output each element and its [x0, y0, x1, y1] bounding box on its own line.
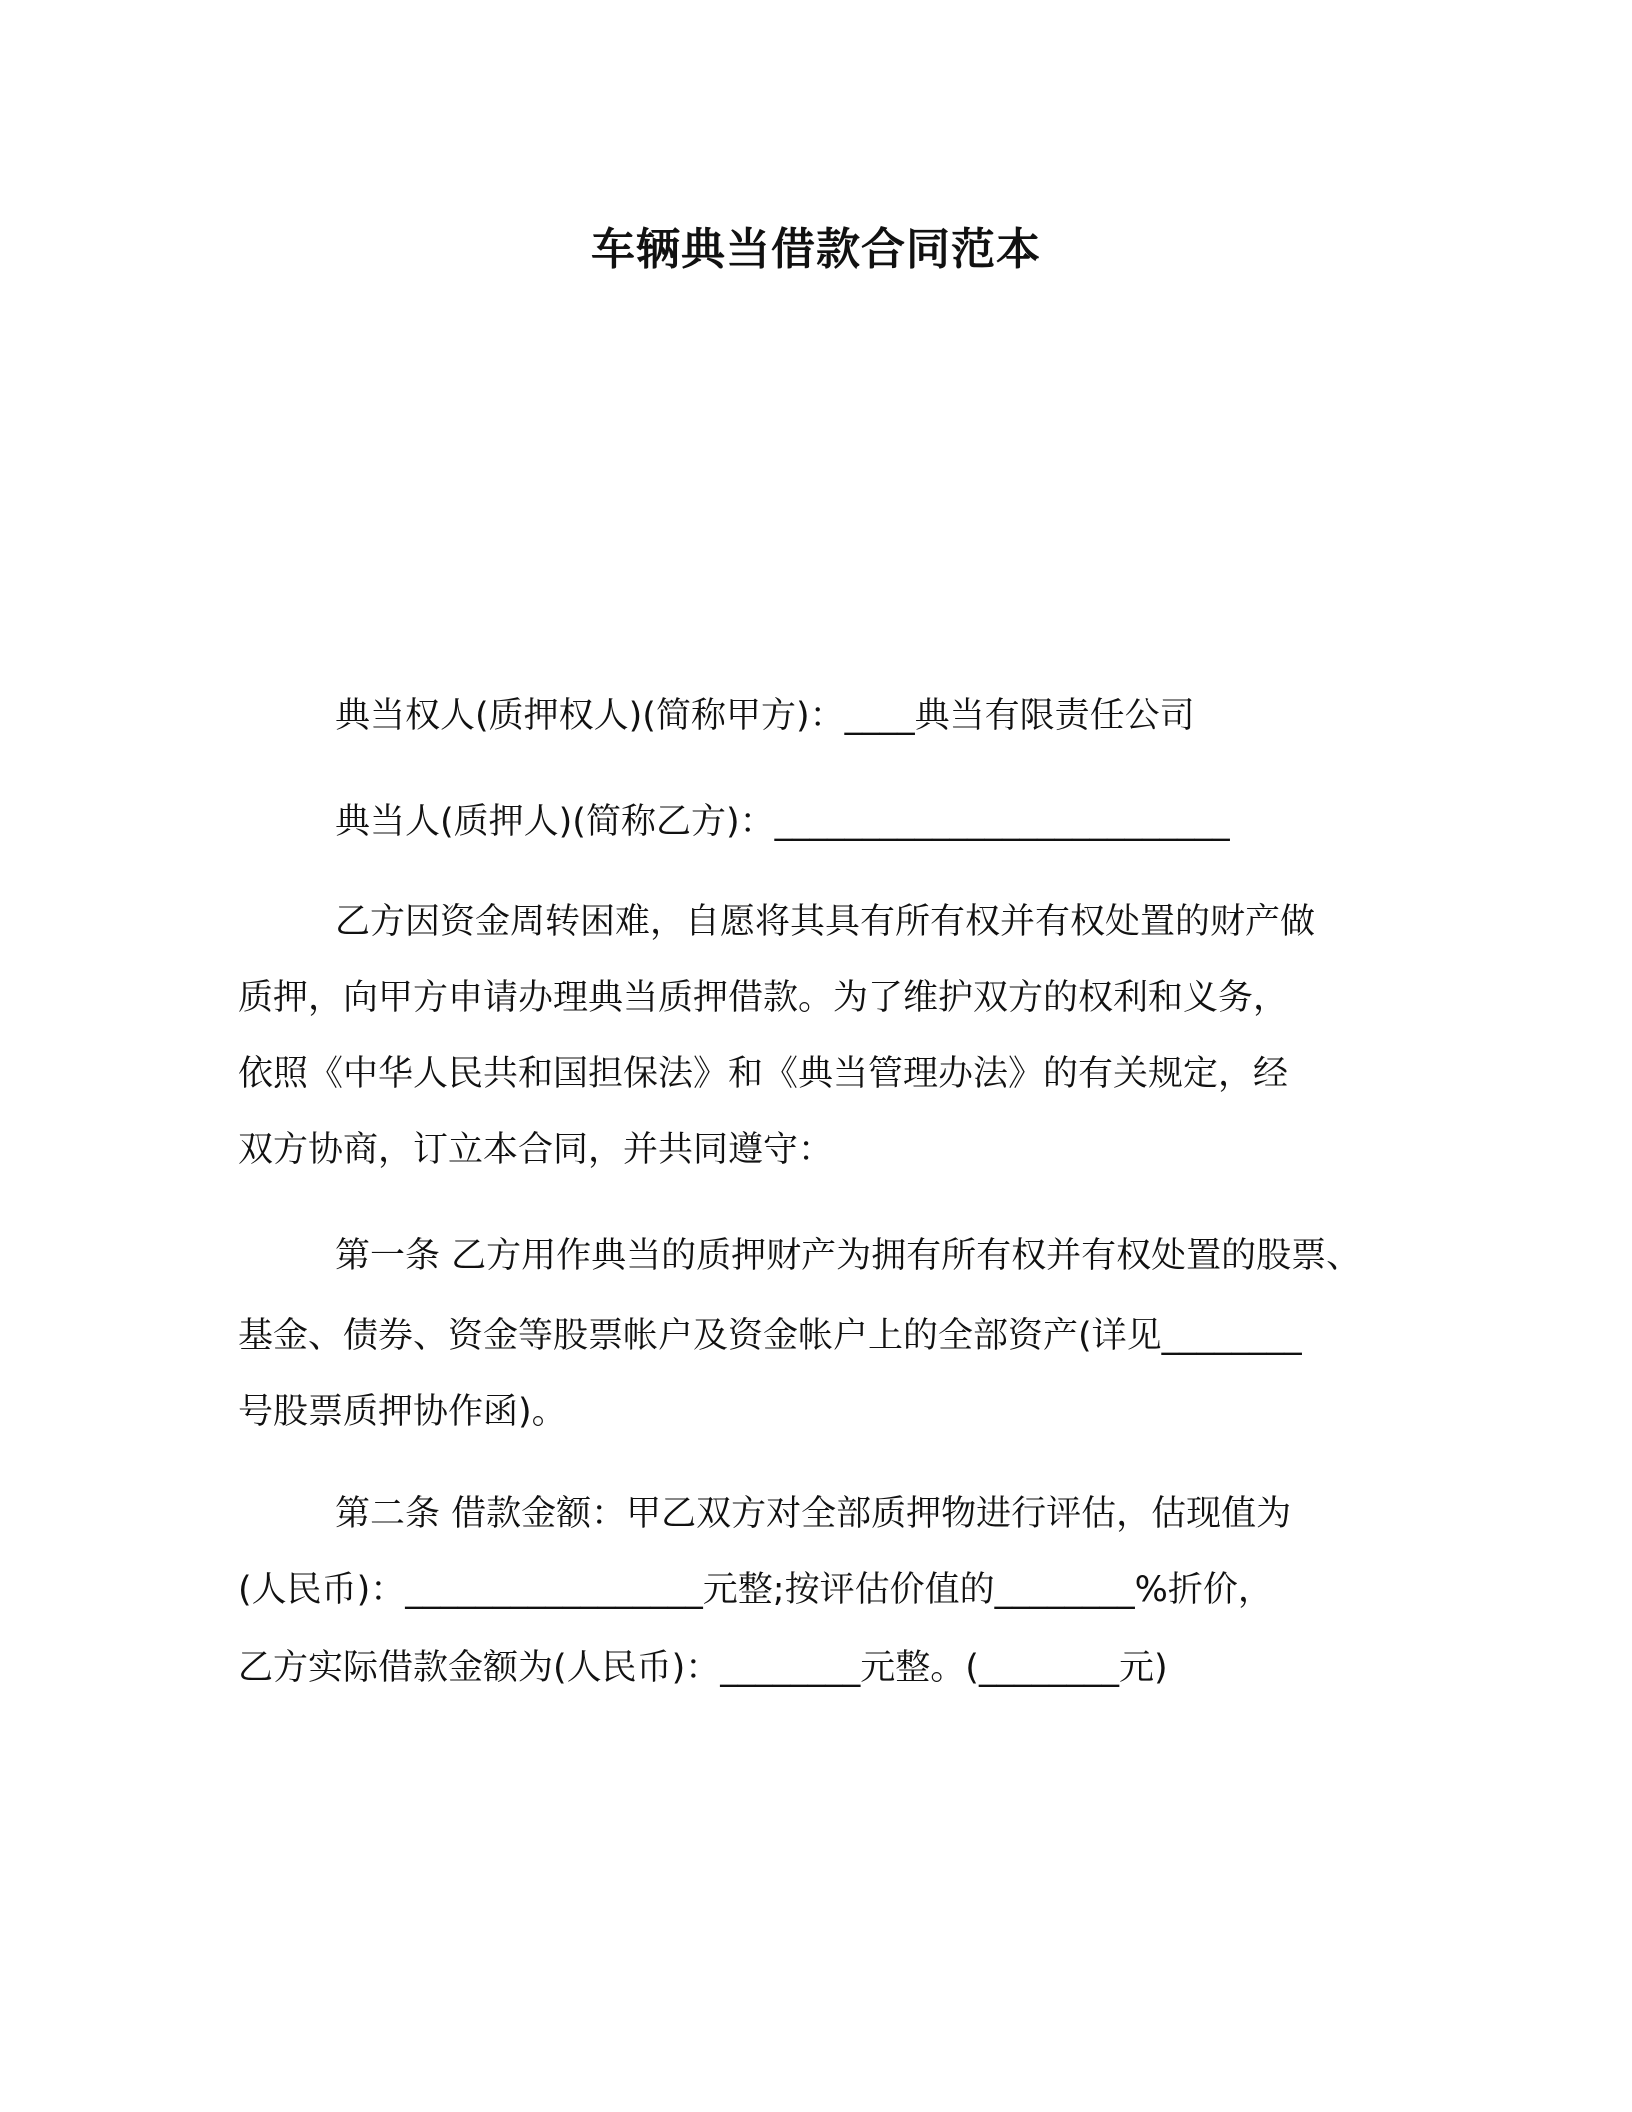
article-2-line: 第二条 借款金额：甲乙双方对全部质押物进行评估，估现值为	[335, 1494, 1292, 1534]
preamble-line: 乙方因资金周转困难，自愿将其具有所有权并有权处置的财产做	[335, 902, 1316, 942]
article-2-line: (人民币)：_________________元整;按评估价值的________%折价，	[238, 1570, 1273, 1610]
preamble-line: 依照《中华人民共和国担保法》和《典当管理办法》的有关规定，经	[238, 1054, 1289, 1094]
document-title: 车辆典当借款合同范本	[591, 224, 1041, 275]
article-2-line: 乙方实际借款金额为(人民币)：________元整。(________元)	[238, 1648, 1168, 1688]
party-a-line: 典当权人(质押权人)(简称甲方)：____典当有限责任公司	[335, 696, 1195, 736]
article-1-line: 号股票质押协作函)。	[238, 1392, 567, 1432]
article-1-line: 基金、债券、资金等股票帐户及资金帐户上的全部资产(详见________	[238, 1316, 1302, 1356]
article-1-line: 第一条 乙方用作典当的质押财产为拥有所有权并有权处置的股票、	[335, 1236, 1362, 1276]
preamble-line: 质押，向甲方申请办理典当质押借款。为了维护双方的权利和义务，	[238, 978, 1289, 1018]
party-b-line: 典当人(质押人)(简称乙方)：__________________________	[335, 802, 1230, 842]
preamble-line: 双方协商，订立本合同，并共同遵守：	[238, 1130, 834, 1170]
